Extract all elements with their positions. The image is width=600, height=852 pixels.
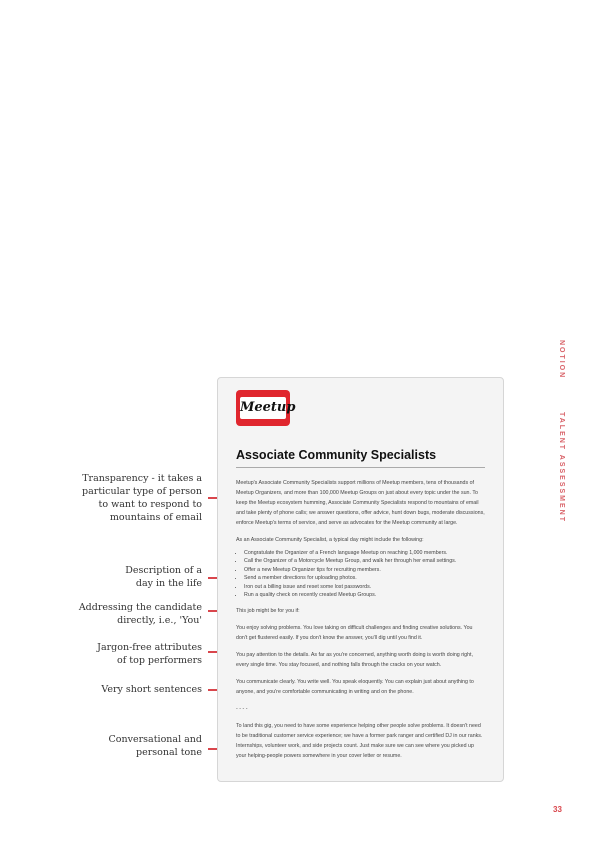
list-item: • Congratulate the Organizer of a French language Meetup on reaching 1,000 members.	[244, 549, 485, 557]
details-paragraph: You pay attention to the details. As far as you're concerned, anything worth doing is worth doing right, every single time. You stay focused, and nothing falls through the cracks on your watch.	[236, 652, 473, 669]
day-list	[236, 549, 485, 599]
annotation-day-in-life: Description of a day in the life	[125, 565, 202, 589]
list-item: • Offer a new Meetup Organizer tips for recruiting members.	[244, 566, 485, 574]
job-posting-card	[217, 377, 504, 782]
page-number: 33	[553, 805, 562, 814]
communicate-paragraph: You communicate clearly. You write well. You speak eloquently. You can explain just about anything to anyone, and you're comfortable communicating in writing and on the phone.	[236, 679, 474, 696]
separator: - - - -	[236, 706, 248, 713]
annotation-short-sentences: Very short sentences	[101, 684, 202, 695]
side-label-section: TALENT ASSESSMENT	[558, 412, 565, 524]
list-item: • Send a member directions for uploading photos.	[244, 574, 485, 582]
annotation-jargon-free: Jargon-free attributes of top performers	[97, 642, 202, 666]
annotation-conversational: Conversational and personal tone	[108, 734, 202, 758]
meetup-logo: Meetup	[236, 390, 290, 426]
fit-paragraph: To land this gig, you need to have some experience helping other people solve problems. It doesn't need to be traditional customer service experience; we have a former park ranger and certified DJ in our ranks. Internships, volunteer work, and side projects count. Just make sure we can see where you picked up your helping-people powers somewhere in your cover letter or resume.	[236, 723, 483, 760]
intro-paragraph: Meetup's Associate Community Specialists support millions of Meetup members, tens of thousands of Meetup Organizers, and more than 100,000 Meetup Groups on just about every topic under the sun. To keep the Meetup ecosystem humming, Associate Community Specialists respond to mountains of email and take plenty of phone calls; we answer questions, offer advice, hunt down bugs, moderate discussions, enforce Meetup's terms of service, and serve as advocates for the Meetup community at large.	[236, 480, 485, 526]
right-for-you: This job might be for you if:	[236, 608, 300, 615]
annotation-transparency: Transparency - it takes a particular type of person to want to respond to mountains of email	[82, 473, 202, 523]
solving-paragraph: You enjoy solving problems. You love taking on difficult challenges and finding creative solutions. You don't get flustered easily. If you don't know the answer, you'll dig until you find it.	[236, 625, 473, 642]
list-item: • Run a quality check on recently created Meetup Groups.	[244, 591, 485, 599]
job-title: Associate Community Specialists	[236, 448, 437, 462]
list-item: • Call the Organizer of a Motorcycle Meetup Group, and walk her through her email settings.	[244, 557, 485, 565]
list-item: • Iron out a billing issue and reset some lost passwords.	[244, 583, 485, 591]
annotation-addressing: Addressing the candidate directly, i.e., 'You'	[78, 602, 202, 626]
divider	[236, 467, 485, 468]
day-intro: As an Associate Community Specialist, a typical day might include the following:	[236, 537, 424, 543]
side-label-brand: NOTION	[558, 340, 565, 380]
